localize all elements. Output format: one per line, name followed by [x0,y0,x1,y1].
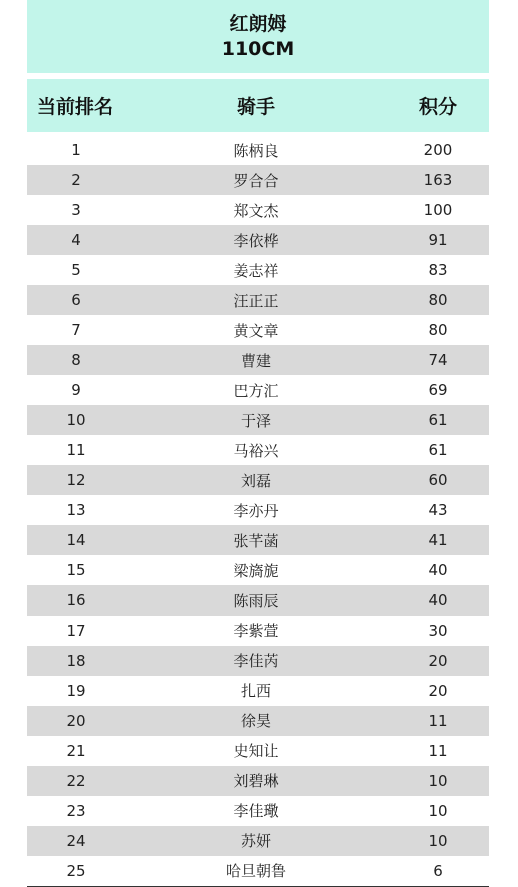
table-row [27,555,489,585]
rider-cell: 刘碧琳 [233,772,279,791]
rank-cell: 17 [66,621,86,640]
table-row [27,826,489,856]
table-row [27,375,489,405]
points-cell: 40 [428,561,448,580]
points-cell: 91 [428,231,448,250]
points-cell: 10 [428,771,448,790]
header-points: 积分 [418,96,457,118]
points-cell: 80 [428,321,448,340]
rank-cell: 23 [66,801,86,820]
points-cell: 10 [428,801,448,820]
rider-cell: 姜志祥 [233,261,279,280]
points-cell: 83 [428,261,448,280]
rank-cell: 18 [66,651,86,670]
rank-cell: 21 [66,741,86,760]
points-cell: 100 [423,201,453,220]
table-row [27,255,489,285]
rank-cell: 8 [71,351,81,370]
rank-cell: 9 [71,381,81,400]
rank-cell: 16 [66,591,86,610]
table-title-block [27,0,489,73]
rider-cell: 史知让 [233,742,279,761]
table-header-row [27,79,489,132]
table-row [27,315,489,345]
rider-cell: 徐昊 [240,712,271,731]
rank-cell: 5 [71,261,81,280]
rank-cell: 3 [71,201,81,220]
points-cell: 6 [433,861,443,880]
rank-cell: 7 [71,321,81,340]
rank-cell: 11 [66,441,86,460]
rider-cell: 陈柄良 [233,141,279,160]
rider-cell: 于泽 [240,411,271,430]
points-cell: 41 [428,531,448,550]
rider-cell: 苏妍 [240,832,271,851]
header-rider: 骑手 [236,96,275,118]
standings-table [27,0,489,887]
rank-cell: 25 [66,861,86,880]
table-subtitle: 110CM [221,37,295,60]
rank-cell: 24 [66,831,86,850]
table-row [27,525,489,555]
table-row [27,646,489,676]
rider-cell: 汪正正 [233,291,279,310]
table-row [27,435,489,465]
rank-cell: 10 [66,411,86,430]
points-cell: 30 [428,621,448,640]
rank-cell: 20 [66,711,86,730]
rider-cell: 李佳璥 [233,802,279,821]
rider-cell: 哈旦朝鲁 [225,862,286,881]
rider-cell: 刘磊 [240,471,271,490]
rider-cell: 黄文章 [233,321,279,340]
table-row [27,285,489,315]
rank-cell: 22 [66,771,86,790]
table-row [27,225,489,255]
rank-cell: 15 [66,561,86,580]
points-cell: 61 [428,441,448,460]
rider-cell: 李佳芮 [233,652,279,671]
rider-cell: 巴方汇 [233,381,279,400]
rank-cell: 6 [71,291,81,310]
points-cell: 60 [428,471,448,490]
points-cell: 61 [428,411,448,430]
table-row [27,165,489,195]
table-body [27,132,489,886]
rider-cell: 罗合合 [233,171,279,190]
rank-cell: 4 [71,231,81,250]
table-row [27,766,489,796]
table-row [27,706,489,736]
points-cell: 10 [428,831,448,850]
table-row [27,616,489,646]
points-cell: 200 [423,141,453,160]
table-row [27,736,489,766]
table-row [27,856,489,886]
rider-cell: 陈雨辰 [233,591,279,610]
table-row [27,796,489,826]
points-cell: 11 [428,741,448,760]
rider-cell: 郑文杰 [233,201,279,220]
table-row [27,676,489,706]
points-cell: 11 [428,711,448,730]
points-cell: 69 [428,381,448,400]
rider-cell: 李紫萱 [233,622,279,641]
rider-cell: 马裕兴 [233,441,279,460]
rank-cell: 19 [66,681,86,700]
points-cell: 80 [428,291,448,310]
table-row [27,495,489,525]
points-cell: 20 [428,681,448,700]
rider-cell: 张芊菡 [233,531,279,550]
points-cell: 20 [428,651,448,670]
rider-cell: 曹建 [240,351,271,370]
header-rank: 当前排名 [37,96,114,118]
rank-cell: 1 [71,141,81,160]
rank-cell: 14 [66,531,86,550]
rank-cell: 12 [66,471,86,490]
table-row [27,345,489,375]
table-row [27,465,489,495]
rider-cell: 李亦丹 [233,501,279,520]
rank-cell: 2 [71,171,81,190]
rider-cell: 扎西 [240,682,271,701]
points-cell: 163 [423,171,453,190]
rank-cell: 13 [66,501,86,520]
points-cell: 74 [428,351,448,370]
table-title: 红朗姆 [229,12,287,35]
points-cell: 43 [428,501,448,520]
table-row [27,135,489,165]
points-cell: 40 [428,591,448,610]
table-row [27,195,489,225]
table-row [27,405,489,435]
rider-cell: 李依桦 [233,231,279,250]
table-row [27,585,489,615]
rider-cell: 梁旖旎 [233,561,279,580]
